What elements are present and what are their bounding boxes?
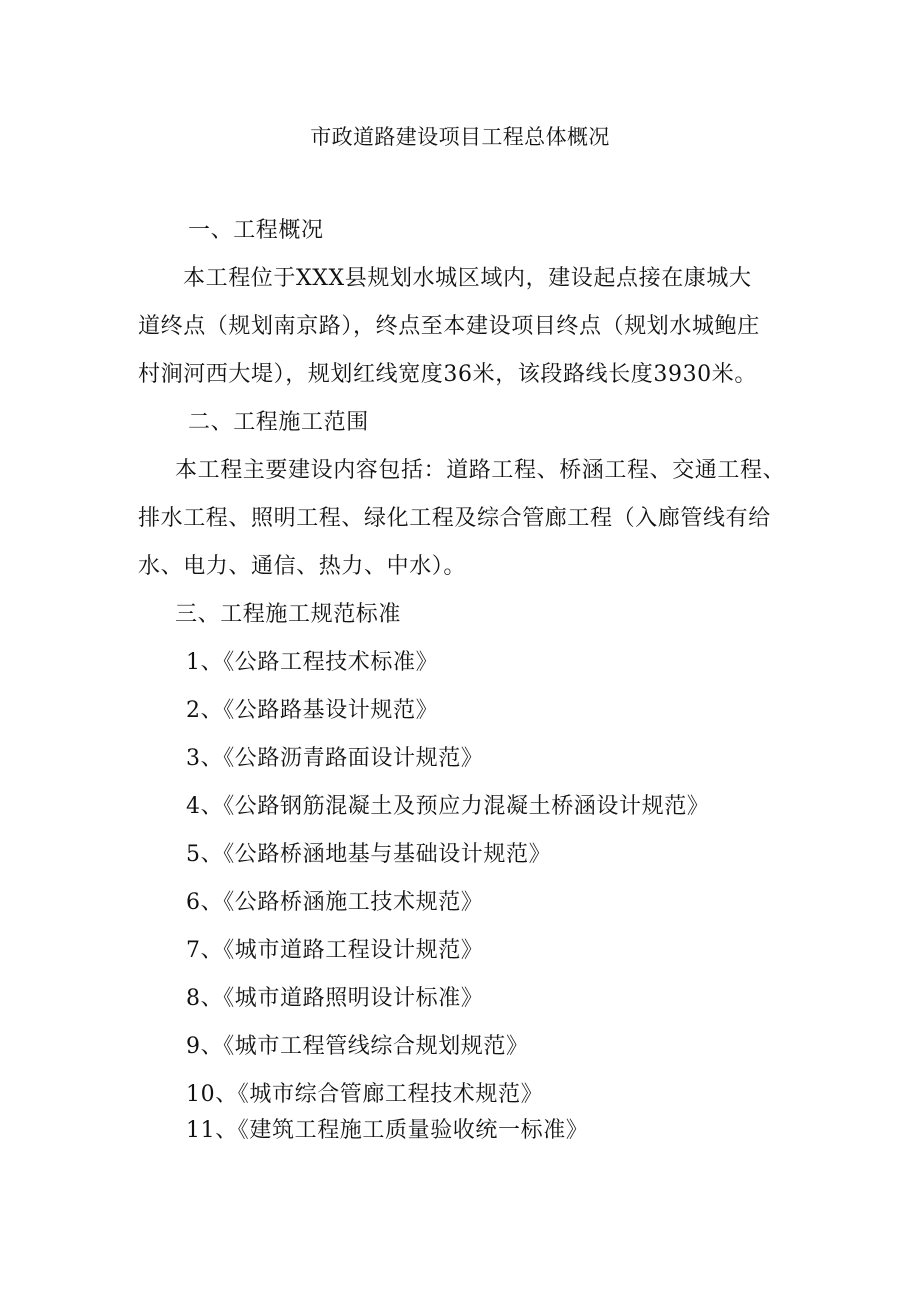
standard-item-3: 3、《公路沥青路面设计规范》 <box>186 746 484 771</box>
overview-paragraph-line-2: 道终点（规划南京路），终点至本建设项目终点（规划水城鲍庄 <box>138 314 760 339</box>
standard-item-6: 6、《公路桥涵施工技术规范》 <box>186 890 484 915</box>
standard-item-5: 5、《公路桥涵地基与基础设计规范》 <box>186 842 552 867</box>
section-heading-standards: 三、工程施工规范标准 <box>175 602 402 627</box>
standard-item-8: 8、《城市道路照明设计标准》 <box>186 986 484 1011</box>
section-heading-scope: 二、工程施工范围 <box>188 410 369 435</box>
standard-item-7: 7、《城市道路工程设计规范》 <box>186 938 484 963</box>
standard-item-11: 11、《建筑工程施工质量验收统一标准》 <box>186 1118 589 1143</box>
page-title: 市政道路建设项目工程总体概况 <box>310 125 610 149</box>
overview-paragraph-line-3: 村涧河西大堤），规划红线宽度36米，该段路线长度3930米。 <box>138 362 757 387</box>
scope-paragraph-line-1: 本工程主要建设内容包括：道路工程、桥涵工程、交通工程、 <box>175 458 786 483</box>
standard-item-10: 10、《城市综合管廊工程技术规范》 <box>186 1082 544 1107</box>
standard-item-2: 2、《公路路基设计规范》 <box>186 698 439 723</box>
overview-paragraph-line-1: 本工程位于XXX县规划水城区域内，建设起点接在康城大 <box>183 266 752 291</box>
section-heading-overview: 一、工程概况 <box>188 218 324 243</box>
scope-paragraph-line-2: 排水工程、照明工程、绿化工程及综合管廊工程（入廊管线有给 <box>138 506 771 531</box>
scope-paragraph-line-3: 水、电力、通信、热力、中水）。 <box>138 554 467 579</box>
standard-item-1: 1、《公路工程技术标准》 <box>186 650 439 675</box>
standard-item-4: 4、《公路钢筋混凝土及预应力混凝土桥涵设计规范》 <box>186 794 710 819</box>
standard-item-9: 9、《城市工程管线综合规划规范》 <box>186 1034 529 1059</box>
